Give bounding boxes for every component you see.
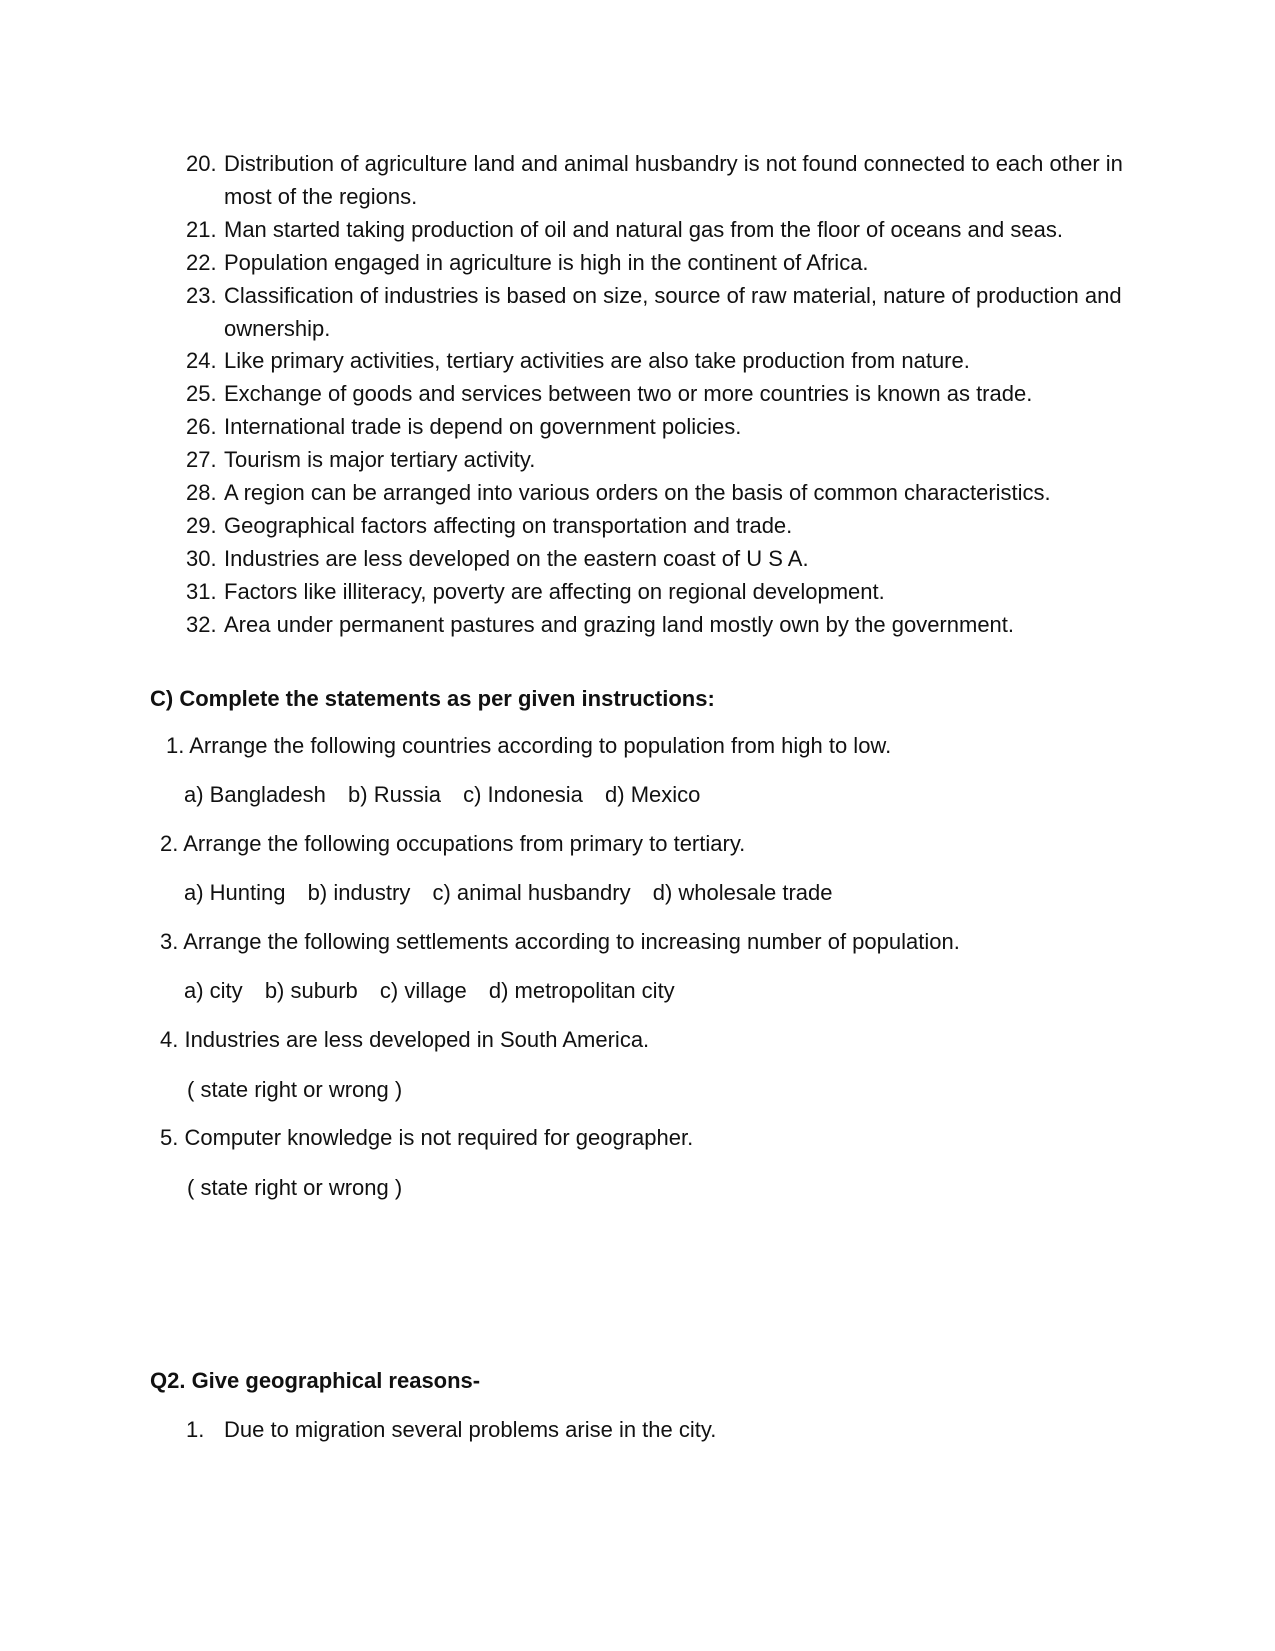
list-item — [186, 378, 1126, 411]
list-item — [186, 477, 1126, 510]
item-text: Due to migration several problems arise in the city. — [224, 1417, 717, 1442]
list-item — [186, 247, 1126, 280]
item-text: A region can be arranged into various orders on the basis of common characteristics. — [224, 480, 1051, 506]
list-item — [186, 411, 1126, 444]
item-text: Factors like illiteracy, poverty are affecting on regional development. — [224, 578, 885, 604]
item-text: Tourism is major tertiary activity. — [224, 447, 536, 473]
list-item — [186, 214, 1126, 247]
option-c: c) Indonesia — [463, 782, 583, 807]
item-number: 23. — [186, 282, 217, 308]
option-a: a) Hunting — [184, 880, 286, 905]
question-5-instruction: ( state right or wrong ) — [187, 1175, 403, 1200]
item-text: Distribution of agriculture land and animal husbandry is not found connected to each other in most of the regions. — [224, 151, 1123, 209]
item-text: Man started taking production of oil and natural gas from the floor of oceans and seas. — [224, 216, 1063, 242]
item-number: 21. — [186, 216, 217, 242]
item-number: 26. — [186, 414, 217, 440]
list-item — [186, 444, 1126, 477]
section-c-heading: C) Complete the statements as per given instructions: — [150, 686, 715, 711]
section-c-question-2: 2. Arrange the following occupations from primary to tertiary. — [160, 831, 746, 856]
true-false-list — [186, 148, 1126, 642]
option-a: a) city — [184, 978, 243, 1003]
list-item — [186, 609, 1126, 642]
list-item — [186, 345, 1126, 378]
item-text: Area under permanent pastures and grazing land mostly own by the government. — [224, 611, 1015, 637]
item-number: 30. — [186, 545, 217, 571]
item-number: 20. — [186, 151, 217, 176]
item-text: Exchange of goods and services between two or more countries is known as trade. — [224, 381, 1033, 407]
option-d: d) wholesale trade — [652, 880, 833, 905]
option-c: c) animal husbandry — [432, 880, 631, 905]
list-item — [186, 576, 1126, 609]
list-item — [186, 543, 1126, 576]
section-c-question-4: 4. Industries are less developed in South America. — [160, 1027, 650, 1052]
q2-item-1 — [186, 1415, 716, 1445]
item-number: 25. — [186, 381, 217, 407]
option-b: b) Russia — [348, 782, 441, 807]
item-text: Geographical factors affecting on transportation and trade. — [224, 512, 793, 538]
option-b: b) industry — [307, 880, 411, 905]
item-number: 27. — [186, 447, 217, 473]
item-text: International trade is depend on government policies. — [224, 414, 742, 440]
item-number: 22. — [186, 249, 217, 275]
list-item — [186, 148, 1126, 214]
list-item — [186, 510, 1126, 543]
item-number: 29. — [186, 512, 217, 538]
option-a: a) Bangladesh — [184, 782, 326, 807]
item-text: Classification of industries is based on size, source of raw material, nature of production and ownership. — [224, 282, 1122, 341]
question-4-instruction: ( state right or wrong ) — [187, 1077, 403, 1102]
section-c-question-1: 1. Arrange the following countries according to population from high to low. — [166, 733, 892, 758]
item-text: Population engaged in agriculture is high in the continent of Africa. — [224, 249, 869, 275]
section-c-question-5: 5. Computer knowledge is not required for geographer. — [160, 1125, 694, 1150]
section-c-question-3: 3. Arrange the following settlements according to increasing number of population. — [160, 929, 960, 954]
question-3-options — [184, 976, 675, 1006]
item-text: Industries are less developed on the eastern coast of U S A. — [224, 545, 809, 571]
option-d: d) Mexico — [605, 782, 701, 807]
option-b: b) suburb — [264, 978, 358, 1003]
item-number: 1. — [186, 1417, 205, 1442]
item-text: Like primary activities, tertiary activities are also take production from nature. — [224, 348, 970, 374]
option-d: d) metropolitan city — [488, 978, 675, 1003]
option-c: c) village — [379, 978, 467, 1003]
question-2-options — [184, 878, 833, 908]
item-number: 28. — [186, 480, 217, 506]
item-number: 31. — [186, 578, 217, 604]
list-item — [186, 280, 1126, 346]
item-number: 24. — [186, 348, 217, 374]
question-1-options — [184, 780, 700, 810]
item-number: 32. — [186, 611, 217, 637]
q2-heading: Q2. Give geographical reasons- — [150, 1368, 481, 1393]
